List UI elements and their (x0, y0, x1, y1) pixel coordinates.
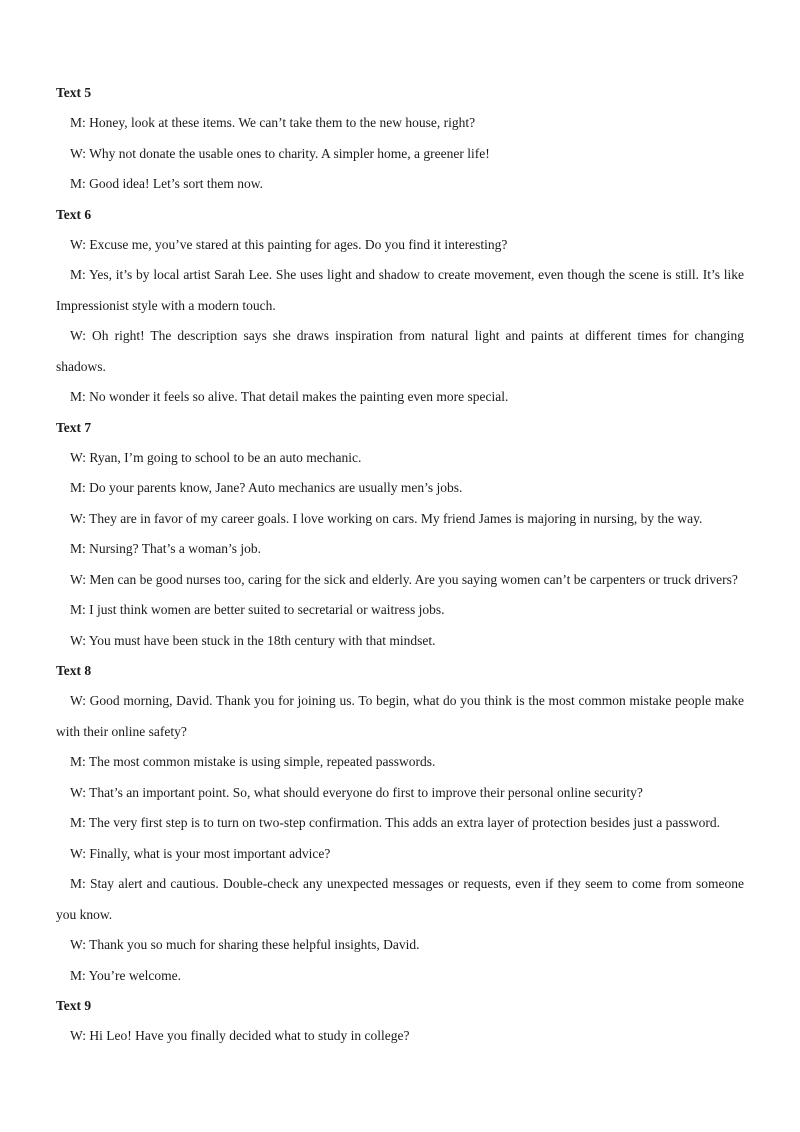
dialogue-line: M: No wonder it feels so alive. That detail makes the painting even more special. (70, 389, 509, 404)
dialogue-line: M: Good idea! Let’s sort them now. (70, 176, 263, 191)
dialogue-line: W: Ryan, I’m going to school to be an auto mechanic. (70, 449, 362, 465)
dialogue-line: M: The most common mistake is using simple, repeated passwords. (70, 754, 436, 769)
dialogue-line: W: Why not donate the usable ones to charity. A simpler home, a greener life! (70, 145, 490, 161)
dialogue-line: W: Oh right! The description says she draws inspiration from natural light and paints at different times for changing shadows. (56, 328, 744, 374)
dialogue-line: M: Honey, look at these items. We can’t take them to the new house, right? (70, 115, 476, 130)
dialogue-line: M: The very first step is to turn on two-step confirmation. This adds an extra layer of protection besides just a password. (70, 815, 720, 830)
section-heading: Text 5 (56, 85, 92, 100)
transcript-document (0, 78, 800, 1052)
dialogue-line: M: Do your parents know, Jane? Auto mechanics are usually men’s jobs. (70, 480, 463, 495)
dialogue-line: W: Men can be good nurses too, caring for the sick and elderly. Are you saying women can’t be carpenters or truck drivers? (70, 571, 738, 587)
dialogue-line: M: Yes, it’s by local artist Sarah Lee. She uses light and shadow to create movement, even though the scene is still. It’s like Impressionist style with a modern touch. (56, 267, 744, 313)
dialogue-line: W: Finally, what is your most important advice? (70, 845, 331, 861)
section-heading: Text 8 (56, 663, 92, 678)
dialogue-line: W: That’s an important point. So, what should everyone do first to improve their personal online security? (70, 784, 643, 800)
section-heading: Text 7 (56, 419, 92, 435)
dialogue-line: W: Thank you so much for sharing these helpful insights, David. (70, 937, 420, 952)
dialogue-line: M: I just think women are better suited to secretarial or waitress jobs. (70, 602, 445, 617)
dialogue-line: M: Nursing? That’s a woman’s job. (70, 541, 261, 556)
section-heading: Text 9 (56, 998, 92, 1013)
dialogue-line: W: Hi Leo! Have you finally decided what to study in college? (70, 1028, 410, 1043)
dialogue-line: W: You must have been stuck in the 18th century with that mindset. (70, 632, 436, 648)
dialogue-line: W: Good morning, David. Thank you for joining us. To begin, what do you think is the most common mistake people make with their online safety? (56, 693, 744, 739)
dialogue-line: W: They are in favor of my career goals. I love working on cars. My friend James is majoring in nursing, by the way. (70, 510, 703, 526)
section-heading: Text 6 (56, 206, 92, 222)
dialogue-line: M: Stay alert and cautious. Double-check any unexpected messages or requests, even if they seem to come from someone you know. (56, 876, 744, 922)
dialogue-line: W: Excuse me, you’ve stared at this painting for ages. Do you find it interesting? (70, 236, 508, 252)
dialogue-line: M: You’re welcome. (70, 967, 181, 983)
